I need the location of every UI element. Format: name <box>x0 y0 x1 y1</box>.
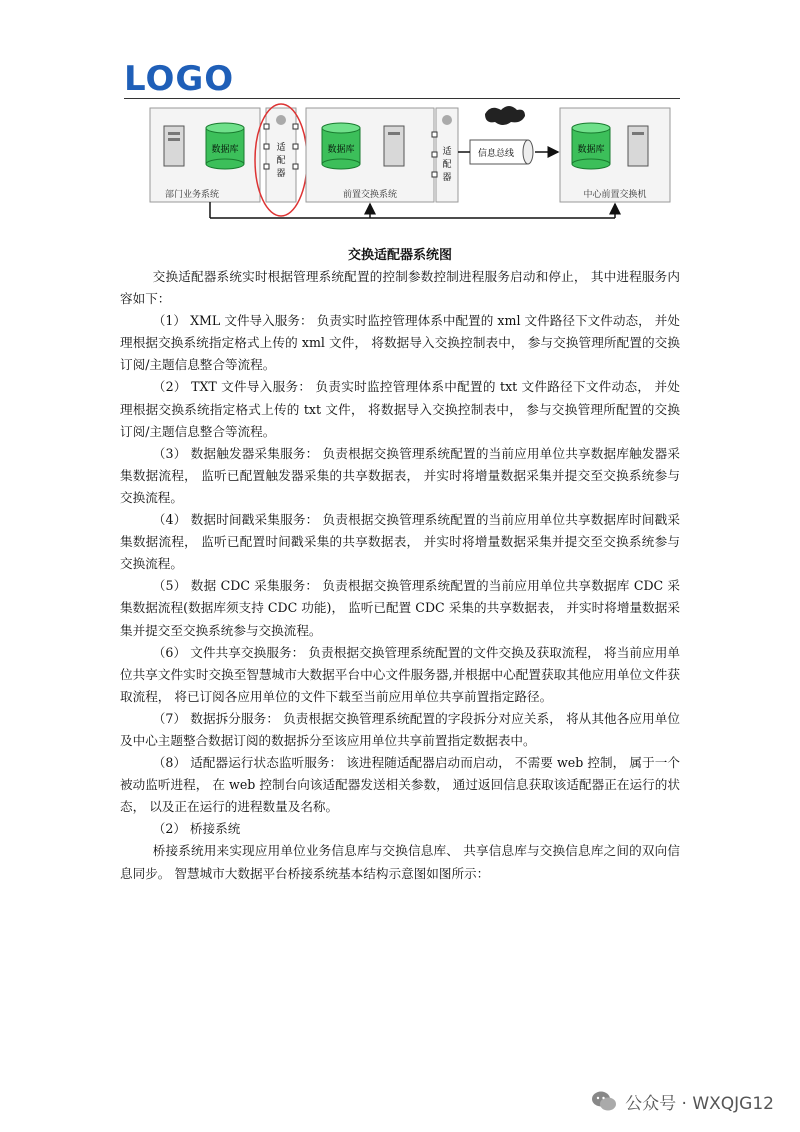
adapter-label-2: 适配器 <box>442 147 452 183</box>
database-label: 数据库 <box>327 145 355 155</box>
logo: LOGO <box>124 59 235 99</box>
center-exchange-label: 中心前置交换机 <box>583 190 647 200</box>
paragraph: （4） 数据时间戳采集服务： 负责根据交换管理系统配置的当前应用单位共享数据库时间戳采集数据流程， 监听已配置时间戳采集的共享数据表， 并实时将增量数据采集并提交至交换系统参与交换流程。 <box>120 512 680 572</box>
info-bus <box>458 106 558 164</box>
watermark <box>591 1088 774 1114</box>
gear-icon <box>276 115 286 125</box>
paragraph: （5） 数据 CDC 采集服务： 负责根据交换管理系统配置的当前应用单位共享数据库 CDC 采集数据流程(数据库须支持 CDC 功能)， 监听已配置 CDC 采集的共享数据表， 并实时将增量数据采集并提交至交换系统参与交换流程。 <box>120 578 680 638</box>
paragraph: （3） 数据触发器采集服务： 负责根据交换管理系统配置的当前应用单位共享数据库触发器采集数据流程， 监听已配置触发器采集的共享数据表， 并实时将增量数据采集并提交至交换系统参与交换流程。 <box>120 445 680 505</box>
database-label: 数据库 <box>211 145 239 155</box>
adapter-label-1: 适配器 <box>276 143 286 179</box>
adapter-2 <box>432 108 458 202</box>
adapter-1 <box>255 104 307 216</box>
paragraph: 交换适配器系统实时根据管理系统配置的控制参数控制进程服务启动和停止， 其中进程服务内容如下： <box>120 269 680 307</box>
info-bus-label: 信息总线 <box>477 149 515 159</box>
paragraph: （6） 文件共享交换服务： 负责根据交换管理系统配置的文件交换及获取流程， 将当前应用单位共享文件实时交换至智慧城市大数据平台中心文件服务器,并根据中心配置获取其他应用单位文件获取流程， 将已订阅各应用单位的文件下载至当前应用单位共享前置指定路径。 <box>120 644 680 704</box>
header-divider <box>124 98 680 99</box>
front-exchange-system-box <box>306 108 434 202</box>
paragraph: （1） XML 文件导入服务： 负责实时监控管理体系中配置的 xml 文件路径下文件动态， 并处理根据交换系统指定格式上传的 xml 文件， 将数据导入交换控制表中， 参与交换管理所配置的交换订阅/主题信息整合等流程。 <box>120 313 680 373</box>
watermark-text: 公众号 · WXQJG12 <box>625 1093 774 1114</box>
front-exchange-label: 前置交换系统 <box>342 190 398 200</box>
body-text <box>120 266 680 885</box>
dept-business-system-box <box>150 108 260 202</box>
cloud-icon <box>485 106 525 125</box>
database-label: 数据库 <box>577 145 605 155</box>
center-exchange-box <box>560 108 670 202</box>
paragraph: （7） 数据拆分服务： 负责根据交换管理系统配置的字段拆分对应关系， 将从其他各应用单位及中心主题整合数据订阅的数据拆分至该应用单位共享前置指定数据表中。 <box>120 710 680 748</box>
adapter-system-diagram <box>140 102 680 232</box>
bottom-connectors <box>210 202 615 218</box>
gear-icon <box>442 115 452 125</box>
paragraph: （8） 适配器运行状态监听服务： 该进程随适配器启动而启动， 不需要 web 控制， 属于一个被动监听进程， 在 web 控制台向该适配器发送相关参数， 通过返回信息获取该适配器正在运行的状态， 以及正在运行的进程数量及名称。 <box>120 755 680 815</box>
figure-caption: 交换适配器系统图 <box>347 248 452 263</box>
paragraph: 桥接系统用来实现应用单位业务信息库与交换信息库、 共享信息库与交换信息库之间的双向信息同步。 智慧城市大数据平台桥接系统基本结构示意图如图所示： <box>120 843 680 881</box>
paragraph: （2） TXT 文件导入服务： 负责实时监控管理体系中配置的 txt 文件路径下文件动态， 并处理根据交换系统指定格式上传的 txt 文件， 将数据导入交换控制表中， 参与交换管理所配置的交换订阅/主题信息整合等流程。 <box>120 379 680 439</box>
dept-system-label: 部门业务系统 <box>164 190 220 200</box>
wechat-icon <box>591 1088 617 1114</box>
section-heading: （2） 桥接系统 <box>152 821 241 837</box>
